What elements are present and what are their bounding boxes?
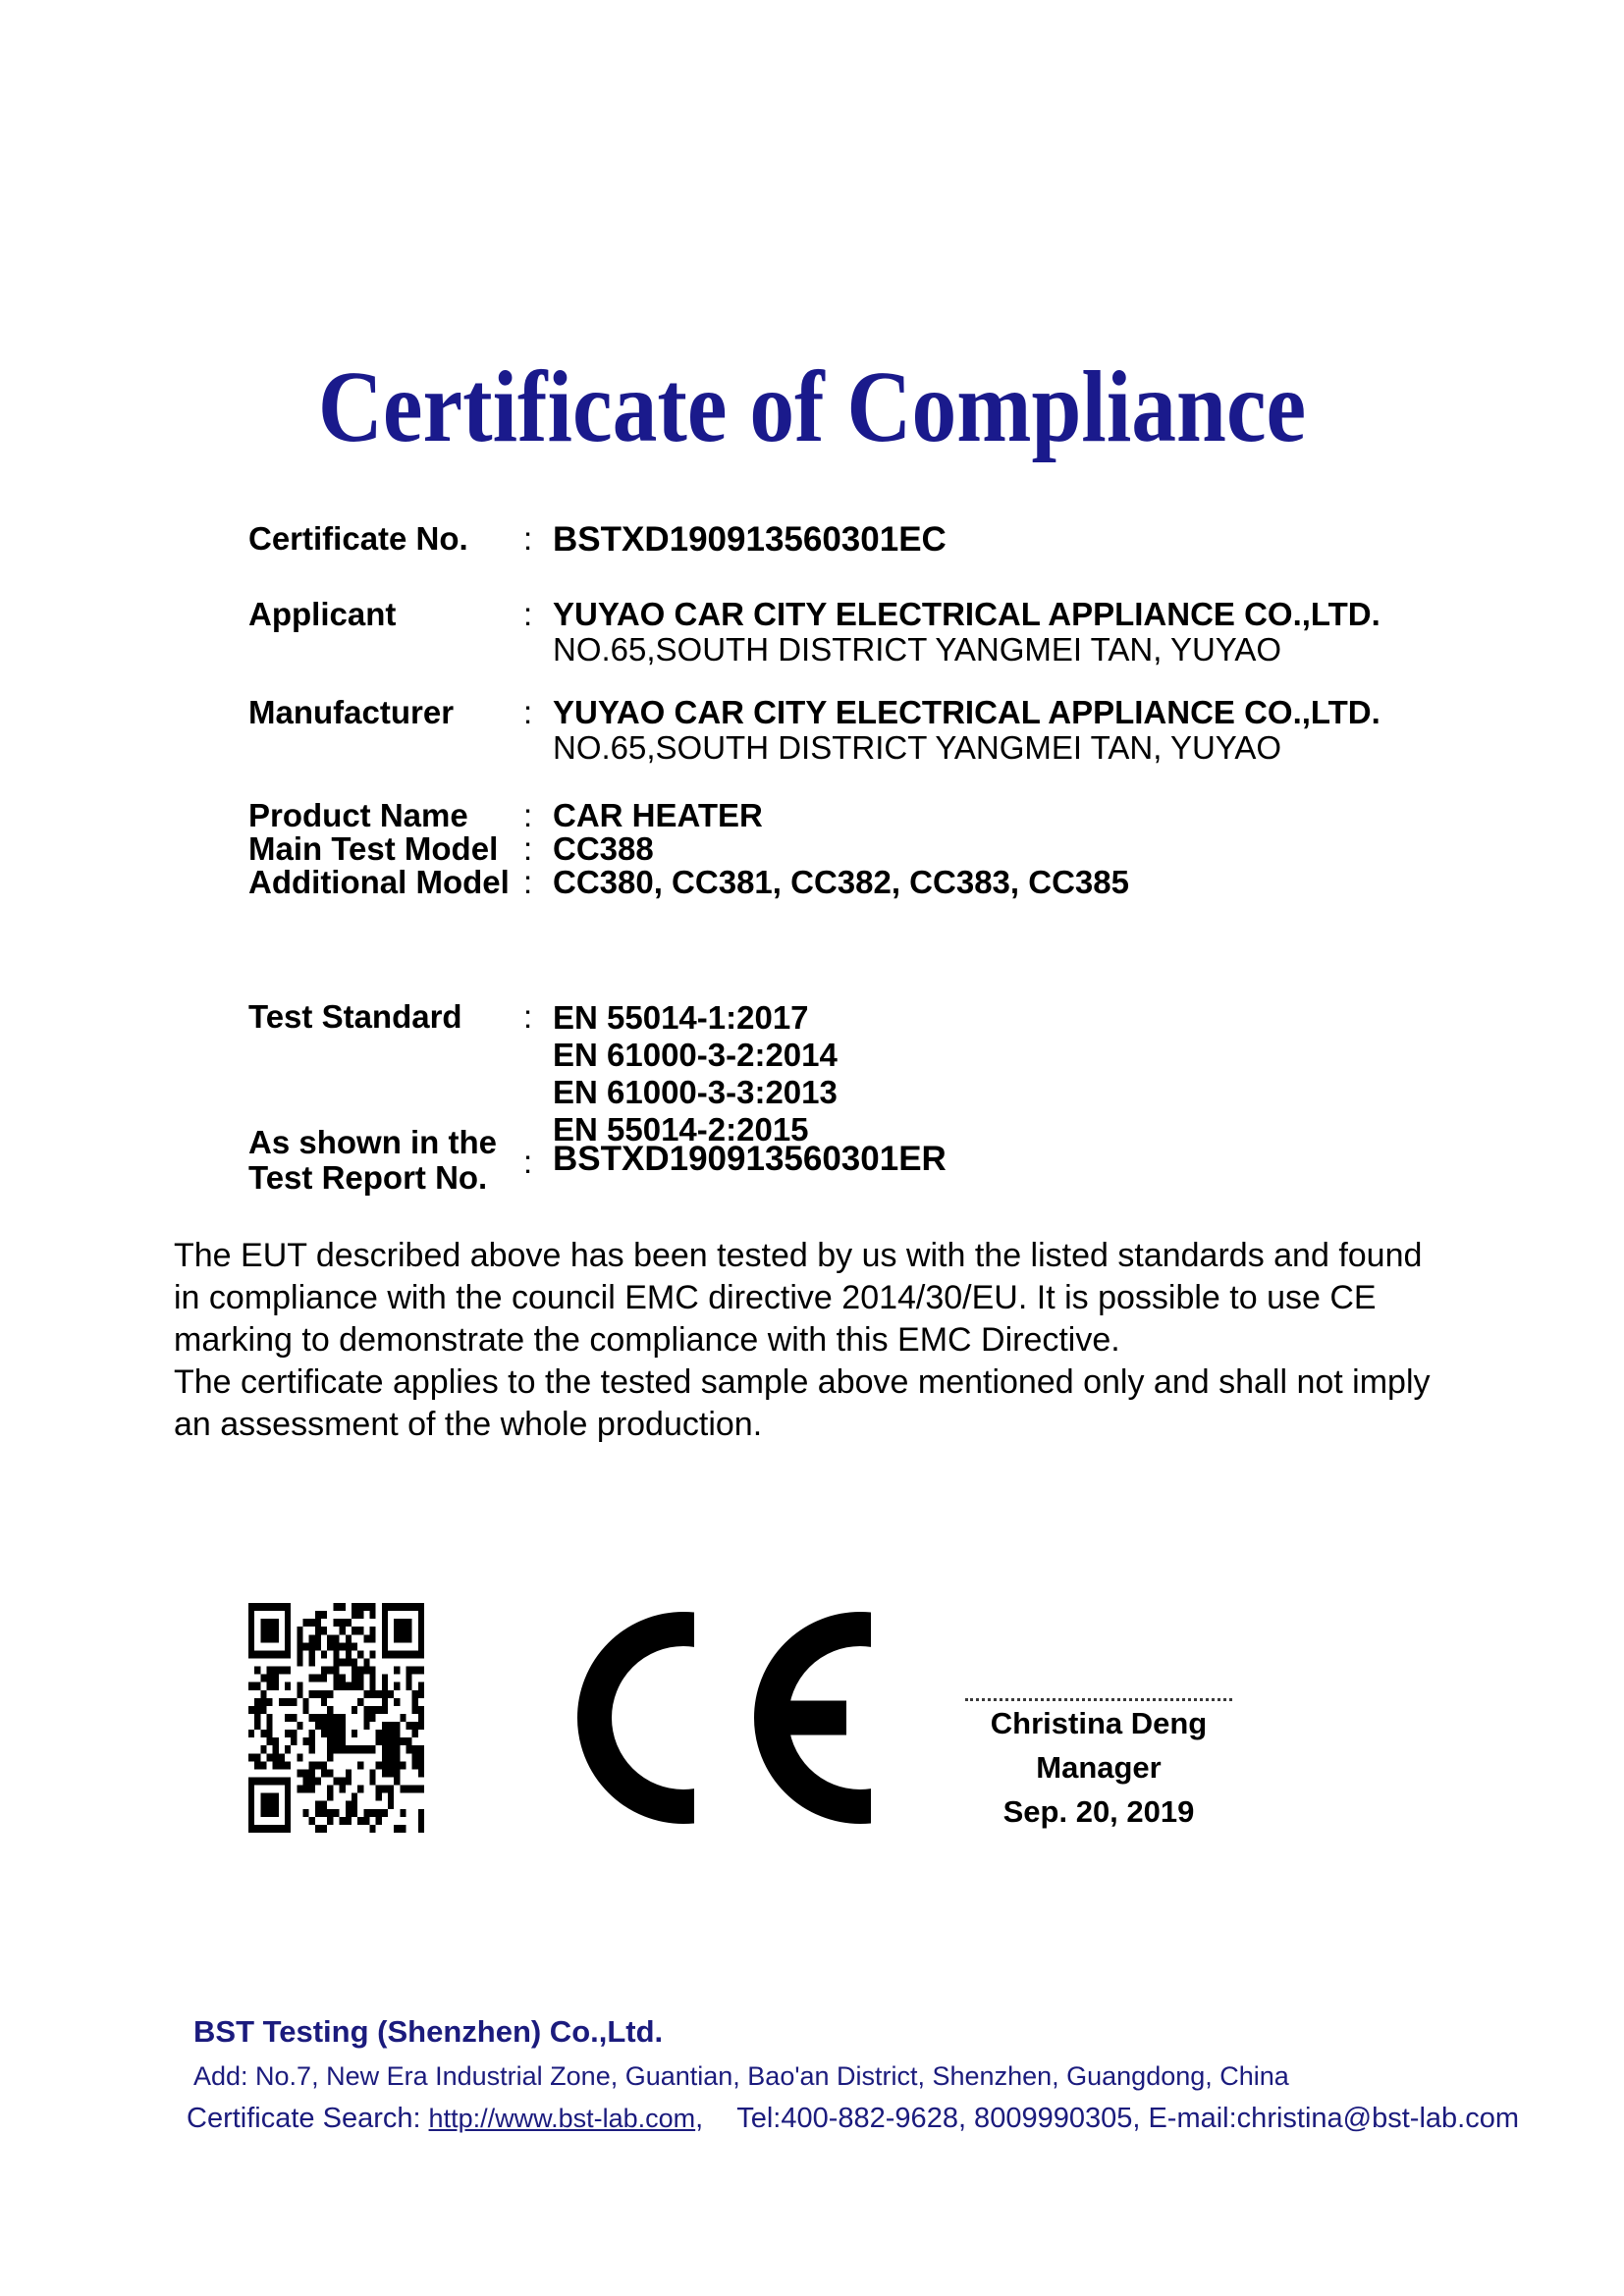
ce-mark-c-icon bbox=[577, 1612, 694, 1824]
field-value bbox=[553, 597, 1380, 667]
lab-contact-info: Tel:400-882-9628, 8009990305, E-mail:christina@bst-lab.com bbox=[736, 2103, 1519, 2134]
field-label: Manufacturer bbox=[248, 694, 455, 730]
field-colon: : bbox=[523, 797, 533, 833]
signature-block bbox=[955, 1669, 1242, 1834]
test-standard-line: EN 61000-3-2:2014 bbox=[553, 1037, 838, 1073]
field-colon: : bbox=[523, 596, 533, 632]
applicant-address: NO.65,SOUTH DISTRICT YANGMEI TAN, YUYAO bbox=[553, 631, 1282, 667]
field-label: Product Name bbox=[248, 797, 468, 833]
field-value: CAR HEATER bbox=[553, 797, 763, 833]
test-standard-line: EN 55014-1:2017 bbox=[553, 999, 809, 1036]
field-colon: : bbox=[523, 520, 533, 557]
lab-address: Add: No.7, New Era Industrial Zone, Guantian, Bao'an District, Shenzhen, Guangdong, China bbox=[193, 2061, 1289, 2091]
lab-company-name: BST Testing (Shenzhen) Co.,Ltd. bbox=[193, 2014, 664, 2049]
paragraph-line: an assessment of the whole production. bbox=[174, 1406, 763, 1443]
paragraph-line: in compliance with the council EMC directive 2014/30/EU. It is possible to use CE bbox=[174, 1279, 1377, 1316]
signatory-name: Christina Deng bbox=[990, 1706, 1208, 1740]
field-colon: : bbox=[523, 694, 533, 730]
field-colon: : bbox=[523, 830, 533, 867]
qr-code bbox=[248, 1603, 424, 1833]
field-colon: : bbox=[523, 864, 533, 900]
certificate-search-link[interactable]: http://www.bst-lab.com bbox=[428, 2104, 696, 2133]
search-line-comma: , bbox=[695, 2103, 704, 2134]
paragraph-line: The certificate applies to the tested sample above mentioned only and shall not imply bbox=[174, 1363, 1431, 1401]
certificate-search-line bbox=[187, 2103, 1519, 2135]
applicant-company: YUYAO CAR CITY ELECTRICAL APPLIANCE CO.,LTD. bbox=[553, 596, 1380, 632]
field-label: Test Standard bbox=[248, 998, 462, 1035]
signature-dotted-line bbox=[965, 1669, 1232, 1701]
certificate-search-label: Certificate Search: bbox=[187, 2103, 421, 2134]
ce-mark-e-icon bbox=[754, 1612, 871, 1824]
field-label: Certificate No. bbox=[248, 520, 468, 557]
manufacturer-company: YUYAO CAR CITY ELECTRICAL APPLIANCE CO.,LTD. bbox=[553, 694, 1380, 730]
manufacturer-address: NO.65,SOUTH DISTRICT YANGMEI TAN, YUYAO bbox=[553, 729, 1282, 766]
page-title: Certificate of Compliance bbox=[317, 350, 1307, 463]
signatory-title: Manager bbox=[1036, 1750, 1162, 1785]
field-value: BSTXD190913560301EC bbox=[553, 520, 947, 559]
field-label: Applicant bbox=[248, 596, 397, 632]
paragraph-line: marking to demonstrate the compliance with this EMC Directive. bbox=[174, 1321, 1120, 1359]
field-value bbox=[553, 695, 1380, 766]
field-value: CC380, CC381, CC382, CC383, CC385 bbox=[553, 864, 1129, 900]
field-value: CC388 bbox=[553, 830, 654, 867]
report-label-line1: As shown in the bbox=[248, 1124, 498, 1160]
field-label bbox=[248, 1125, 497, 1196]
field-value bbox=[553, 999, 838, 1148]
declaration-paragraph bbox=[174, 1235, 1431, 1446]
field-value: BSTXD190913560301ER bbox=[553, 1140, 947, 1178]
report-label-line2: Test Report No. bbox=[248, 1159, 488, 1196]
signature-date: Sep. 20, 2019 bbox=[1002, 1794, 1195, 1829]
field-label: Additional Model bbox=[248, 864, 510, 900]
field-colon: : bbox=[523, 998, 533, 1035]
test-standard-line: EN 55014-2:2015 bbox=[553, 1111, 809, 1148]
test-standard-line: EN 61000-3-3:2013 bbox=[553, 1074, 838, 1110]
field-colon: : bbox=[523, 1144, 533, 1180]
paragraph-line: The EUT described above has been tested by us with the listed standards and found bbox=[174, 1237, 1423, 1274]
field-label: Main Test Model bbox=[248, 830, 499, 867]
